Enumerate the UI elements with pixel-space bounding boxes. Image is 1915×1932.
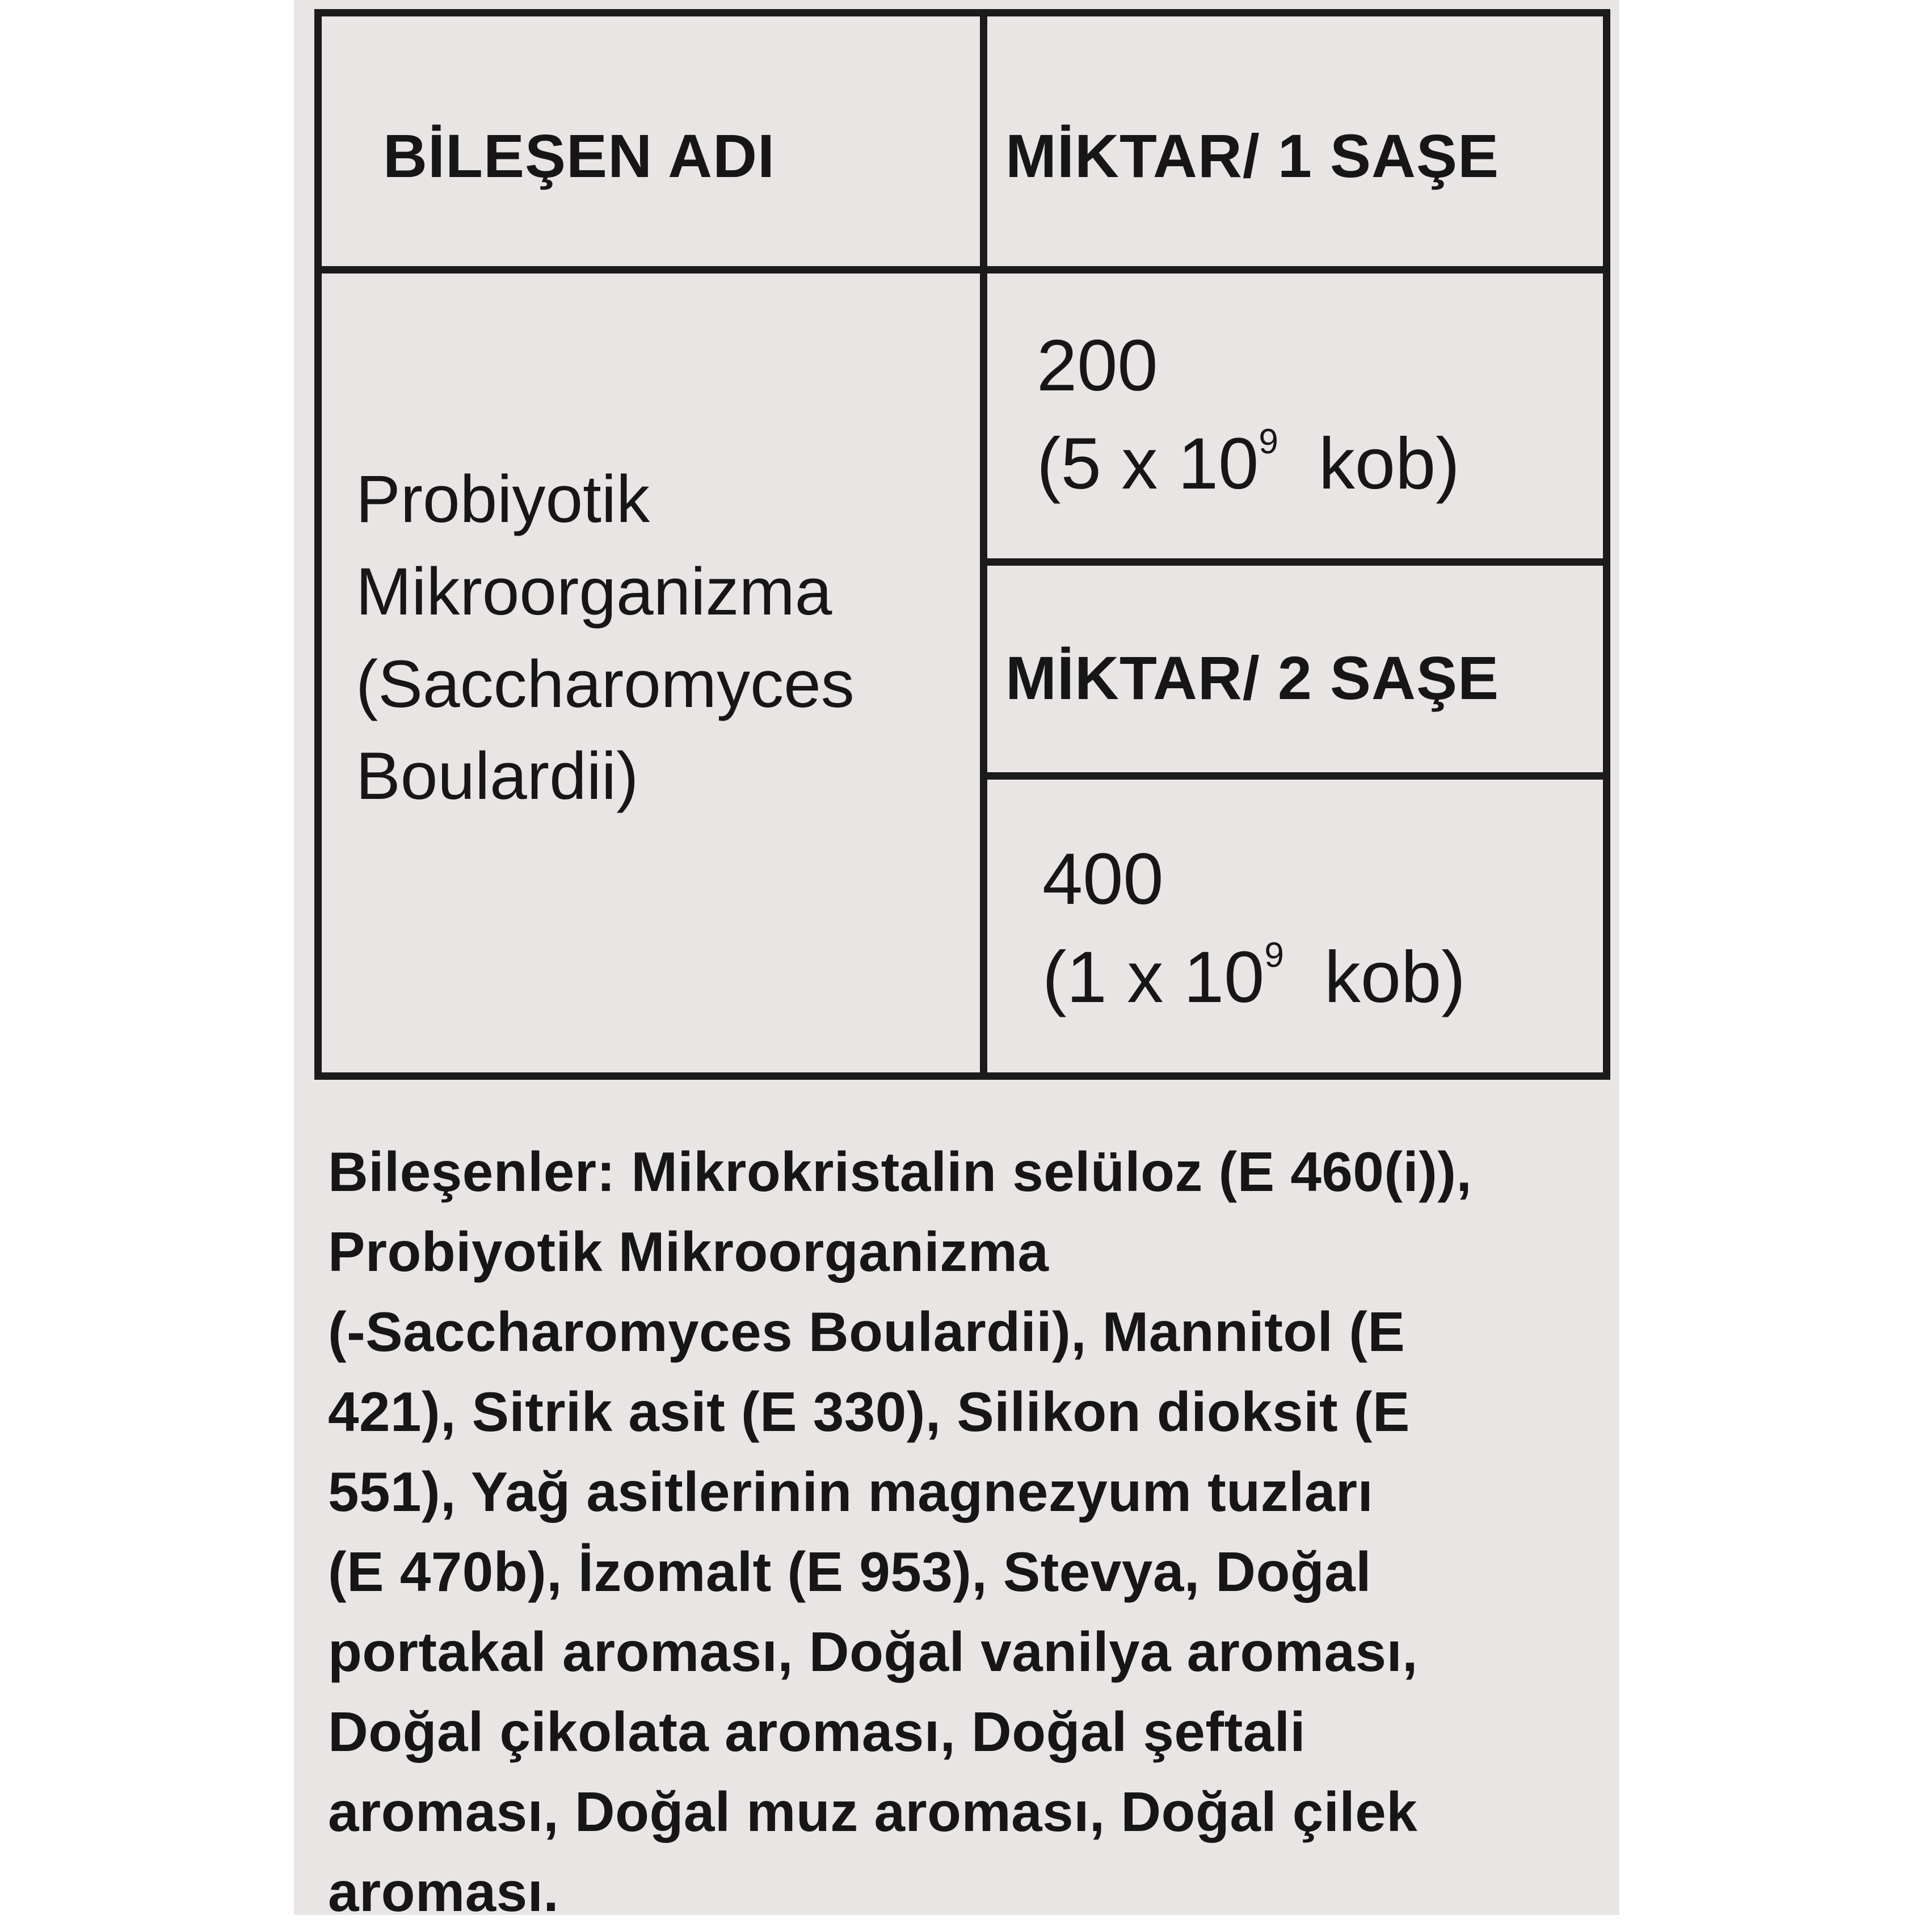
label-panel <box>294 0 1619 1923</box>
component-name-line: (Saccharomyces <box>356 646 855 722</box>
ingredients-line: Doğal çikolata aroması, Doğal şeftali <box>328 1701 1306 1763</box>
ingredients-line: 551), Yağ asitlerinin magnezyum tuzları <box>328 1460 1374 1523</box>
table-column-divider <box>980 16 987 1072</box>
header-component-name: BİLEŞEN ADI <box>383 121 776 190</box>
component-name-line: Boulardii) <box>356 739 639 814</box>
ingredients-line: 421), Sitrik asit (E 330), Silikon dioksit (E <box>328 1380 1410 1443</box>
ingredients-line: Bileşenler: Mikrokristalin selüloz (E 460(i)), <box>328 1140 1472 1203</box>
quantity-2-detail-prefix: (1 x 10 <box>1042 936 1265 1018</box>
quantity-1-detail-suffix: kob) <box>1278 423 1460 504</box>
component-name-line: Probiyotik <box>356 462 650 537</box>
ingredients-line: aroması, Doğal muz aroması, Doğal çilek <box>328 1781 1418 1843</box>
quantity-1-sachet <box>1037 317 1460 513</box>
quantity-2-detail <box>1042 929 1466 1027</box>
ingredients-text <box>328 1132 1605 1932</box>
header-quantity-2-sachet: MİKTAR/ 2 SAŞE <box>1005 643 1500 712</box>
quantity-2-detail-suffix: kob) <box>1283 936 1466 1018</box>
quantity-2-exponent: 9 <box>1264 935 1284 975</box>
component-name-line: Mikroorganizma <box>356 554 832 629</box>
table-qty-divider-2 <box>983 772 1607 780</box>
ingredients-line: (-Saccharomyces Boulardii), Mannitol (E <box>328 1300 1405 1363</box>
header-quantity-1-sachet: MİKTAR/ 1 SAŞE <box>1005 121 1500 190</box>
quantity-2-value: 400 <box>1042 839 1164 920</box>
ingredients-line: Probiyotik Mikroorganizma <box>328 1220 1049 1283</box>
table-qty-divider-1 <box>983 558 1607 566</box>
quantity-1-value: 200 <box>1037 325 1158 406</box>
ingredients-line: aroması. <box>328 1861 559 1923</box>
quantity-1-exponent: 9 <box>1259 422 1278 461</box>
composition-table <box>314 9 1610 1080</box>
component-name <box>356 453 855 823</box>
ingredients-line: (E 470b), İzomalt (E 953), Stevya, Doğal <box>328 1540 1372 1603</box>
quantity-1-detail-prefix: (5 x 10 <box>1037 423 1259 504</box>
ingredients-line: portakal aroması, Doğal vanilya aroması, <box>328 1620 1418 1683</box>
quantity-2-sachet <box>1042 831 1466 1027</box>
quantity-1-detail <box>1037 415 1460 513</box>
table-header-divider <box>322 266 1603 273</box>
